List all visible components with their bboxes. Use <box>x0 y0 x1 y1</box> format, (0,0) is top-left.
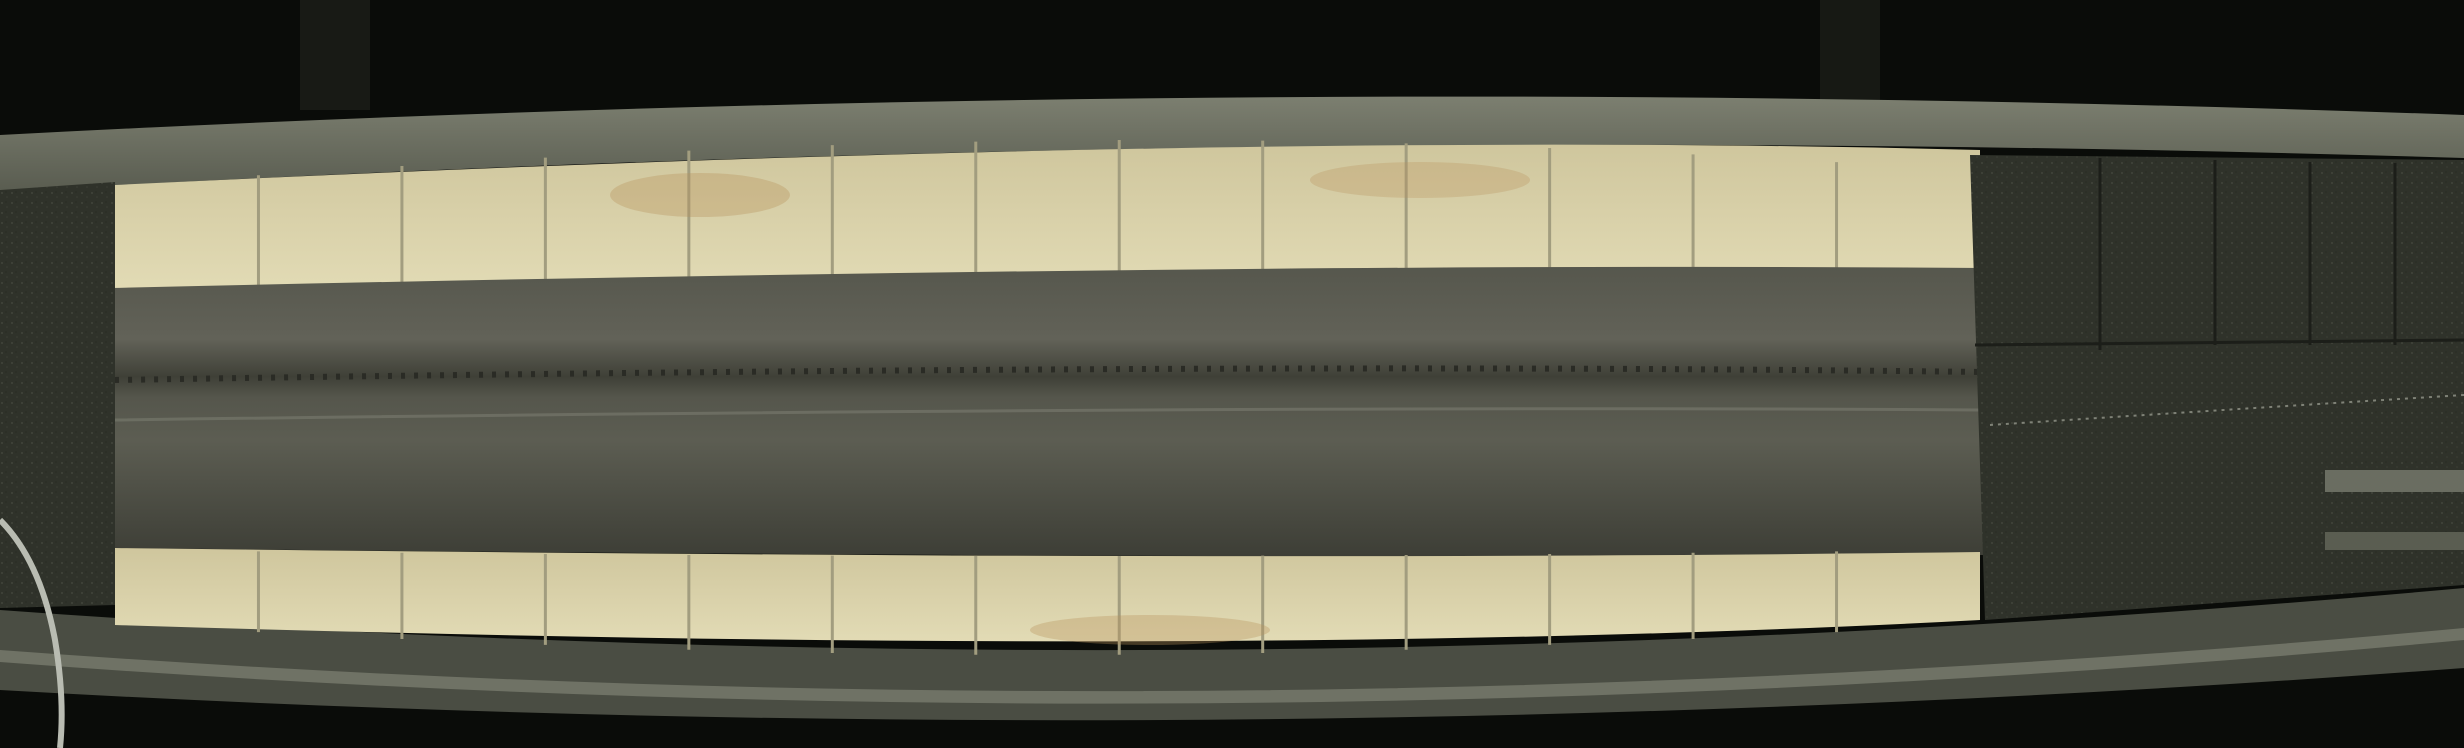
brick-stain-top <box>610 173 790 217</box>
right-end-block <box>1970 155 2464 620</box>
right-bracket-upper <box>2325 470 2464 492</box>
brick-stain-top-2 <box>1310 162 1530 198</box>
background-post-left <box>300 0 370 110</box>
right-bracket-lower <box>2325 532 2464 550</box>
background-post-right <box>1820 0 1880 105</box>
brick-stain-bottom <box>1030 615 1270 645</box>
